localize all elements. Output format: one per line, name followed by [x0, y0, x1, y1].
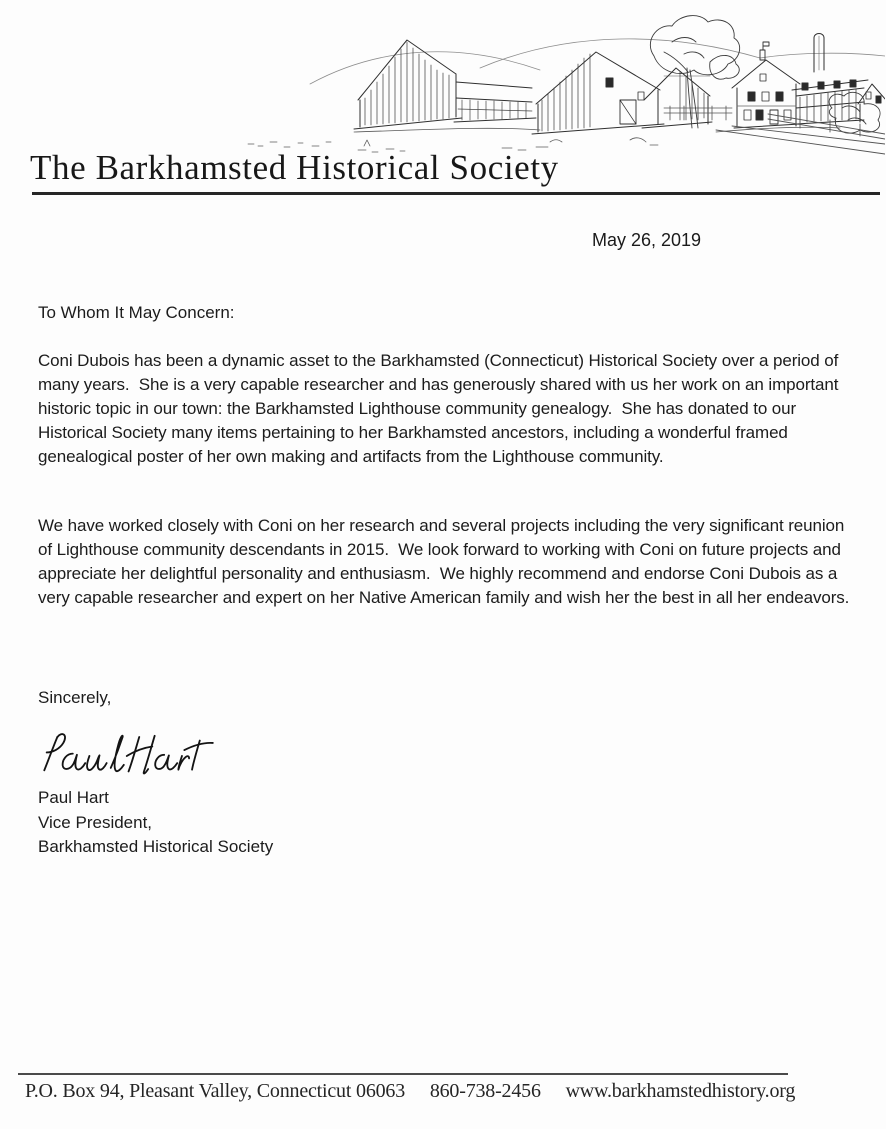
signer-title: Vice President,	[38, 812, 153, 832]
letter-salutation: To Whom It May Concern:	[38, 303, 235, 322]
masthead-divider-rule	[32, 192, 880, 195]
signer-name: Paul Hart	[38, 788, 109, 807]
letter-paragraph: We have worked closely with Coni on her research and several projects including the very significant reunion of Lighthouse community descendants in 2015. We look forward to working with Coni on future projects and appreciate her delightful personality and enthusiasm. We highly recommend and endorse Coni Dubois as a very capable researcher and expert on her Native American family and wish her the best in all her endeavors.	[38, 516, 850, 607]
footer-contact-line	[25, 1080, 795, 1103]
letter-date: May 26, 2019	[592, 230, 702, 250]
letter-paragraph: Coni Dubois has been a dynamic asset to the Barkhamsted (Connecticut) Historical Society over a period of many years. She is a very capable researcher and has generously shared with us her work on an important historic topic in our town: the Barkhamsted Lighthouse community genealogy. She has donated to our Historical Society many items pertaining to her Barkhamsted ancestors, including a wonderful framed genealogical poster of her own making and artifacts from the Lighthouse community.	[38, 351, 843, 466]
farm-scene-illustration	[240, 12, 885, 160]
signer-organization: Barkhamsted Historical Society	[38, 837, 274, 856]
footer-website: www.barkhamstedhistory.org	[565, 1080, 796, 1102]
footer-divider-rule	[18, 1073, 788, 1075]
footer-phone: 860-738-2456	[429, 1080, 541, 1102]
handwritten-signature-image	[36, 730, 214, 782]
organization-masthead-title: The Barkhamsted Historical Society	[30, 148, 559, 187]
footer-address: P.O. Box 94, Pleasant Valley, Connecticut 06063	[25, 1080, 406, 1102]
letter-closing: Sincerely,	[38, 688, 112, 707]
signature-block	[38, 786, 273, 860]
